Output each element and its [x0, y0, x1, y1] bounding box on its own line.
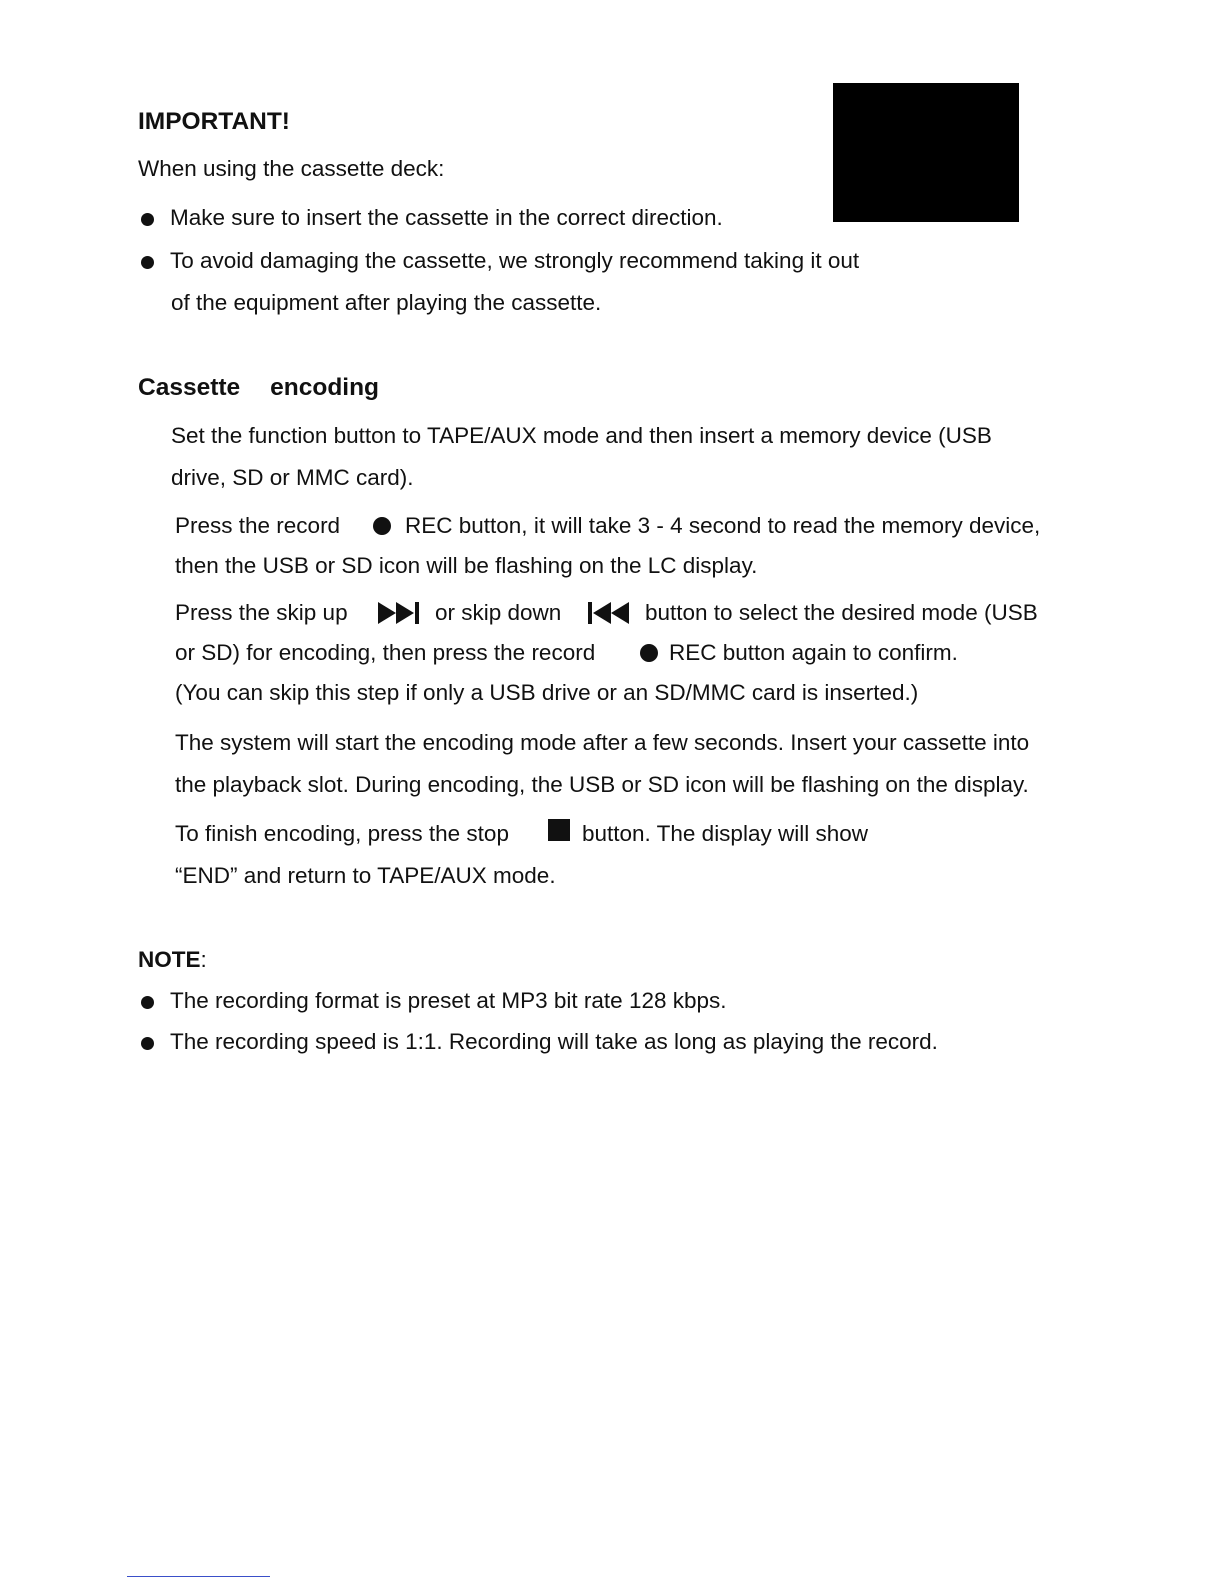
- note-heading-label: NOTE: [138, 947, 201, 972]
- step-3-label-c: button to select the desired mode (USB: [645, 600, 1038, 625]
- bullet-icon: [141, 996, 154, 1009]
- step-4-line-1: The system will start the encoding mode after a few seconds. Insert your cassette into: [175, 730, 1030, 755]
- note-bullet-2: The recording speed is 1:1. Recording will take as long as playing the record.: [170, 1029, 938, 1054]
- important-bullet-1: Make sure to insert the cassette in the correct direction.: [170, 205, 723, 230]
- redacted-image-block: [833, 83, 1019, 222]
- step-2-label-a: Press the record: [175, 513, 341, 538]
- step-1-line-1: Set the function button to TAPE/AUX mode and then insert a memory device (USB: [171, 423, 992, 448]
- note-heading-colon: :: [200, 947, 207, 972]
- step-5-line-2: “END” and return to TAPE/AUX mode.: [175, 863, 556, 888]
- step-1-line-2: drive, SD or MMC card).: [171, 465, 414, 490]
- bullet-icon: [141, 213, 154, 226]
- encoding-heading: [138, 376, 379, 401]
- step-2-line-2: then the USB or SD icon will be flashing on the LC display.: [175, 553, 758, 578]
- step-3-label-b: or skip down: [435, 600, 562, 625]
- skip-back-icon: [588, 601, 634, 625]
- encoding-heading-word-1: Cassette: [138, 374, 241, 401]
- step-5-label-b: button. The display will show: [582, 821, 868, 846]
- skip-forward-icon: [378, 601, 423, 625]
- note-heading: [138, 949, 207, 972]
- step-4-line-2: the playback slot. During encoding, the USB or SD icon will be flashing on the display.: [175, 772, 1029, 797]
- important-bullet-2-line-1: To avoid damaging the cassette, we strongly recommend taking it out: [170, 248, 860, 273]
- step-3-label-a: Press the skip up: [175, 600, 348, 625]
- step-5-label-a: To finish encoding, press the stop: [175, 821, 509, 846]
- note-bullet-1: The recording format is preset at MP3 bit rate 128 kbps.: [170, 988, 727, 1013]
- step-3-line-2-a: or SD) for encoding, then press the record: [175, 640, 596, 665]
- step-3-line-3: (You can skip this step if only a USB drive or an SD/MMC card is inserted.): [175, 680, 919, 705]
- step-2-label-b: REC button, it will take 3 - 4 second to read the memory device,: [405, 513, 1041, 538]
- important-bullet-2-line-2: of the equipment after playing the cassette.: [171, 290, 602, 315]
- important-intro: When using the cassette deck:: [138, 156, 445, 181]
- record-dot-icon: [373, 517, 391, 535]
- step-3-line-2-b: REC button again to confirm.: [669, 640, 958, 665]
- footer-line: [127, 1576, 270, 1577]
- bullet-icon: [141, 1037, 154, 1050]
- important-heading: IMPORTANT!: [138, 108, 290, 135]
- record-dot-icon: [640, 644, 658, 662]
- bullet-icon: [141, 256, 154, 269]
- stop-square-icon: [548, 819, 570, 841]
- encoding-heading-word-2: encoding: [270, 374, 380, 401]
